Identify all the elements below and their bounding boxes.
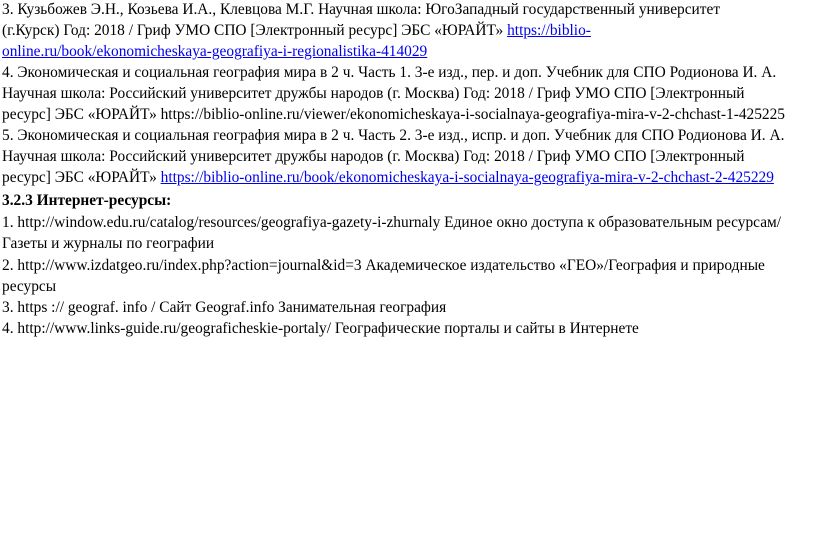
text-segment: Научная школа: Российский университет дружбы народов (г. Москва) Год: 2018 / Гриф УМО СПО [Электронный	[2, 85, 745, 102]
text-segment: ресурс] ЭБС «ЮРАЙТ»	[2, 169, 161, 186]
reference-5-line-3	[2, 168, 774, 188]
resource-1-line-1: 1. http://window.edu.ru/catalog/resources/geografiya-gazety-i-zhurnaly Единое окно доступа к образовательным ресурсам/	[2, 214, 782, 231]
text-segment: 3. Кузьбожев Э.Н., Козьева И.А., Клевцова М.Г. Научная школа: ЮгоЗападный государственный университет	[2, 1, 721, 18]
reference-4-line-2	[2, 84, 745, 104]
text-segment: 5. Экономическая и социальная география мира в 2 ч. Часть 2. 3-е изд., испр. и доп. Учебник для СПО Родионова И. А.	[2, 127, 785, 144]
resource-3: 3. https :// geograf. info / Сайт Geograf.info Занимательная география	[2, 299, 447, 316]
resource-4: 4. http://www.links-guide.ru/geograficheskie-portaly/ Географические порталы и сайты в Интернете	[2, 320, 639, 337]
section-heading: 3.2.3 Интернет-ресурсы:	[2, 192, 172, 209]
reference-3-line-3	[2, 42, 427, 62]
reference-3-link[interactable]: https://biblio-	[507, 22, 591, 39]
resource-1-line-2: Газеты и журналы по географии	[2, 235, 215, 252]
text-segment: Научная школа: Российский университет дружбы народов (г. Москва) Год: 2018 / Гриф УМО СПО [Электронный	[2, 148, 745, 165]
reference-5-line-1	[2, 126, 784, 146]
text-segment: ресурс] ЭБС «ЮРАЙТ» https://biblio-online.ru/viewer/ekonomicheskaya-i-socialnaya-geografiya-mira-v-2-chchast-1-425225	[2, 106, 786, 123]
reference-3-link-continued[interactable]: online.ru/book/ekonomicheskaya-geografiya-i-regionalistika-414029	[2, 43, 428, 60]
resource-2-line-2: ресурсы	[2, 278, 57, 295]
reference-4-line-3	[2, 105, 785, 125]
reference-5-line-2	[2, 147, 745, 167]
reference-4-line-1	[2, 63, 776, 83]
text-segment: (г.Курск) Год: 2018 / Гриф УМО СПО [Электронный ресурс] ЭБС «ЮРАЙТ»	[2, 22, 508, 39]
resource-2-line-1: 2. http://www.izdatgeo.ru/index.php?action=journal&id=3 Академическое издательство «ГЕО»/География и природные	[2, 257, 765, 274]
reference-3-line-2	[2, 21, 591, 41]
reference-3-line-1	[2, 0, 720, 20]
text-segment: 4. Экономическая и социальная география мира в 2 ч. Часть 1. 3-е изд., пер. и доп. Учебник для СПО Родионова И. А.	[2, 64, 777, 81]
reference-5-link[interactable]: https://biblio-online.ru/book/ekonomicheskaya-i-socialnaya-geografiya-mira-v-2-chchast-2-425229	[160, 169, 774, 186]
